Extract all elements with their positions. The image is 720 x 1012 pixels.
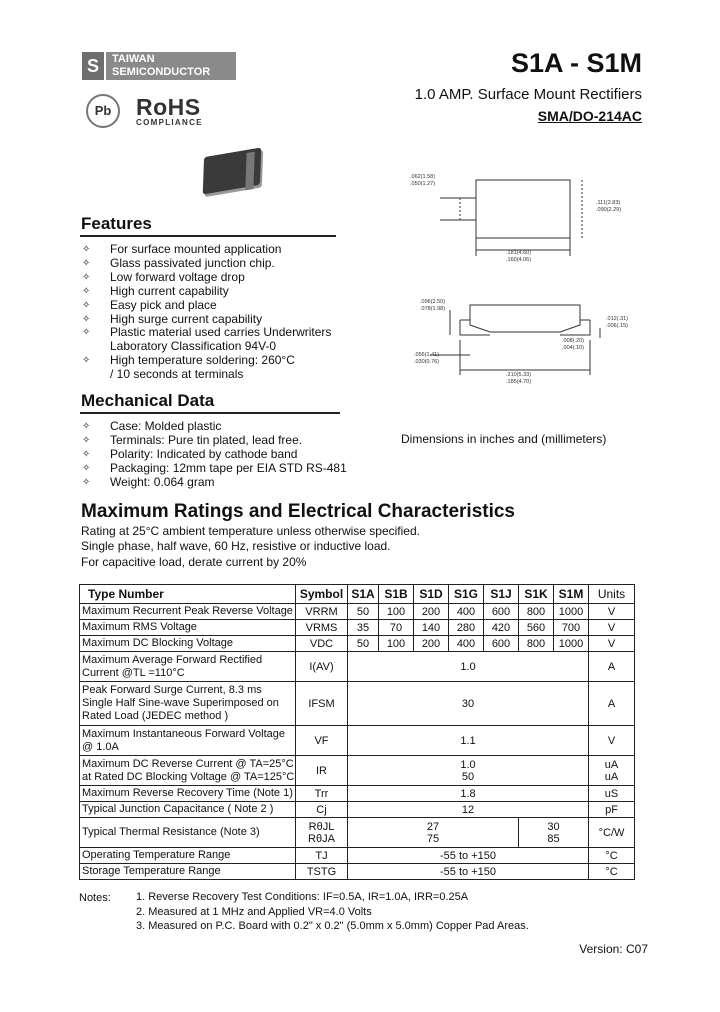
parameter-name: Maximum Recurrent Peak Reverse Voltage <box>80 604 296 620</box>
parameter-name: Maximum Average Forward Rectified Current @TL =110°C <box>80 652 296 682</box>
value-cell: 400 <box>449 636 484 652</box>
company-name-line1: TAIWAN <box>112 53 155 65</box>
table-row <box>80 756 635 786</box>
value-line: 50 <box>461 770 475 783</box>
value-cell: 200 <box>414 636 449 652</box>
table-header-row <box>80 585 635 604</box>
unit-cell: °C <box>589 848 635 864</box>
value-cell: 12 <box>348 802 589 818</box>
unit-cell <box>589 756 635 786</box>
column-header: S1K <box>519 585 554 604</box>
value-line: 85 <box>547 832 560 845</box>
parameter-name: Typical Junction Capacitance ( Note 2 ) <box>80 802 296 818</box>
list-item: ✧ Easy pick and place <box>82 299 342 313</box>
parameter-name: Maximum DC Reverse Current @ TA=25°C at Rated DC Blocking Voltage @ TA=125°C <box>80 756 296 786</box>
ratings-line: Single phase, half wave, 60 Hz, resistive or inductive load. <box>81 539 391 554</box>
value-cell: -55 to +150 <box>348 848 589 864</box>
list-item: ✧ High current capability <box>82 285 342 299</box>
dim-label: .078(1.98) <box>420 306 446 312</box>
symbol-cell <box>296 818 348 848</box>
dim-label: .004(.10) <box>562 345 585 351</box>
column-header: S1M <box>554 585 589 604</box>
ratings-conditions <box>81 524 420 570</box>
table-row <box>80 620 635 636</box>
value-cell: 800 <box>519 604 554 620</box>
notes-list <box>136 890 529 934</box>
unit-cell: V <box>589 726 635 756</box>
value-cell: 30 <box>348 682 589 726</box>
package-name: SMA/DO-214AC <box>537 108 642 124</box>
column-header: S1B <box>379 585 414 604</box>
symbol-cell: I(AV) <box>296 652 348 682</box>
parameter-name: Operating Temperature Range <box>80 848 296 864</box>
value-cell: 700 <box>554 620 589 636</box>
dim-label: .062(1.58) <box>410 174 436 180</box>
value-line: 27 <box>426 820 440 833</box>
ratings-line: For capacitive load, derate current by 20% <box>81 554 307 569</box>
unit-cell: A <box>589 652 635 682</box>
unit-cell: V <box>589 604 635 620</box>
cathode-band <box>245 152 255 191</box>
company-name <box>106 52 236 80</box>
list-item: ✧ Low forward voltage drop <box>82 271 342 285</box>
dim-label: .160(4.06) <box>506 257 532 263</box>
table-row <box>80 786 635 802</box>
parameter-name: Maximum Reverse Recovery Time (Note 1) <box>80 786 296 802</box>
mechanical-rule <box>80 412 340 414</box>
side-view-leads <box>460 320 590 335</box>
value-cell: 280 <box>449 620 484 636</box>
dim-label: .008(.20) <box>562 338 585 344</box>
mechanical-list <box>82 420 362 490</box>
parameter-name: Storage Temperature Range <box>80 864 296 880</box>
symbol-cell: VF <box>296 726 348 756</box>
value-cell: 100 <box>379 636 414 652</box>
unit-cell: V <box>589 620 635 636</box>
features-rule <box>80 235 336 237</box>
unit-cell: A <box>589 682 635 726</box>
value-cell <box>348 818 519 848</box>
symbol-cell: IR <box>296 756 348 786</box>
dim-label: .181(4.60) <box>506 250 532 256</box>
top-view-body <box>476 180 570 238</box>
symbol-cell: IFSM <box>296 682 348 726</box>
table-row <box>80 848 635 864</box>
note-item: 1. Reverse Recovery Test Conditions: IF=0.5A, IR=1.0A, IRR=0.25A <box>136 891 469 903</box>
value-cell: 100 <box>379 604 414 620</box>
column-header: Type Number <box>80 585 296 604</box>
list-item: ✧ High surge current capability <box>82 313 342 327</box>
column-header: S1A <box>348 585 379 604</box>
part-subtitle: 1.0 AMP. Surface Mount Rectifiers <box>414 86 642 103</box>
list-item: ✧ Polarity: Indicated by cathode band <box>82 448 362 462</box>
part-title: S1A - S1M <box>510 48 642 78</box>
value-cell: 140 <box>414 620 449 636</box>
value-cell: 50 <box>348 636 379 652</box>
ratings-heading: Maximum Ratings and Electrical Characteristics <box>81 501 515 522</box>
note-item: 2. Measured at 1 MHz and Applied VR=4.0 Volts <box>136 905 372 918</box>
value-cell: 800 <box>519 636 554 652</box>
dim-label: .185(4.70) <box>506 379 532 385</box>
list-item: ✧ For surface mounted application <box>82 243 342 257</box>
value-cell: 420 <box>484 620 519 636</box>
note-item: 3. Measured on P.C. Board with 0.2" x 0.2" (5.0mm x 5.0mm) Copper Pad Areas. <box>136 920 529 932</box>
dim-label: .111(2.83) <box>596 200 621 206</box>
table-row <box>80 818 635 848</box>
list-item: ✧ Terminals: Pure tin plated, lead free. <box>82 434 362 448</box>
features-list <box>82 243 342 382</box>
value-line: 75 <box>426 832 440 845</box>
mechanical-heading: Mechanical Data <box>81 391 215 410</box>
value-cell: 1.8 <box>348 786 589 802</box>
value-cell: 600 <box>484 604 519 620</box>
unit-cell: °C/W <box>589 818 635 848</box>
symbol-cell: Cj <box>296 802 348 818</box>
table-row <box>80 604 635 620</box>
list-item: ✧ Glass passivated junction chip. <box>82 257 342 271</box>
column-header: S1J <box>484 585 519 604</box>
dim-label: .096(2.50) <box>420 299 446 305</box>
column-header: S1G <box>449 585 484 604</box>
symbol-line: RθJA <box>308 832 335 845</box>
dim-label: .056(1.41) <box>414 352 440 358</box>
package-dimension-drawing <box>410 170 640 390</box>
value-cell <box>519 818 589 848</box>
list-item: ✧ Packaging: 12mm tape per EIA STD RS-481 <box>82 462 362 476</box>
value-cell: 1000 <box>554 636 589 652</box>
value-cell: 50 <box>348 604 379 620</box>
table-row <box>80 682 635 726</box>
symbol-cell: Trr <box>296 786 348 802</box>
side-view-body <box>470 305 580 332</box>
column-header: S1D <box>414 585 449 604</box>
version-label: Version: C07 <box>579 942 648 956</box>
dim-label: .090(2.29) <box>596 207 622 213</box>
table-row <box>80 864 635 880</box>
notes-label: Notes: <box>79 892 111 904</box>
table-row <box>80 726 635 756</box>
value-cell: 1000 <box>554 604 589 620</box>
parameter-name: Maximum RMS Voltage <box>80 620 296 636</box>
value-cell <box>348 756 589 786</box>
parameter-name: Maximum DC Blocking Voltage <box>80 636 296 652</box>
column-header: Units <box>589 585 635 604</box>
unit-line: uA <box>604 758 619 771</box>
value-cell: 560 <box>519 620 554 636</box>
parameter-name: Maximum Instantaneous Forward Voltage @ 1.0A <box>80 726 296 756</box>
ratings-line: Rating at 25°C ambient temperature unless otherwise specified. <box>81 524 420 538</box>
company-logo-mark: S <box>82 52 104 80</box>
table-row <box>80 636 635 652</box>
value-cell: -55 to +150 <box>348 864 589 880</box>
column-header: Symbol <box>296 585 348 604</box>
list-item: ✧ Plastic material used carries Underwriters Laboratory Classification 94V-0 <box>82 326 340 354</box>
unit-cell: °C <box>589 864 635 880</box>
unit-line: uA <box>604 770 619 783</box>
value-line: 1.0 <box>460 758 476 771</box>
parameter-name: Typical Thermal Resistance (Note 3) <box>80 818 296 848</box>
pb-free-icon: Pb <box>86 94 120 128</box>
value-cell: 600 <box>484 636 519 652</box>
symbol-cell: TJ <box>296 848 348 864</box>
features-heading: Features <box>81 214 152 233</box>
dim-label: .012(.31) <box>606 316 629 322</box>
dim-label: .030(0.76) <box>414 359 440 365</box>
unit-cell: V <box>589 636 635 652</box>
table-row <box>80 652 635 682</box>
symbol-cell: VDC <box>296 636 348 652</box>
value-line: 30 <box>547 820 560 833</box>
value-cell: 200 <box>414 604 449 620</box>
unit-cell: uS <box>589 786 635 802</box>
rohs-label: RoHS <box>136 94 201 120</box>
list-item: ✧ Weight: 0.064 gram <box>82 476 362 490</box>
symbol-line: RθJL <box>308 820 335 833</box>
ratings-table <box>79 584 635 880</box>
company-name-line2: SEMICONDUCTOR <box>112 66 211 78</box>
value-cell: 35 <box>348 620 379 636</box>
dim-label: .210(5.33) <box>506 372 532 378</box>
dim-label: .006(.15) <box>606 323 629 329</box>
symbol-cell: VRRM <box>296 604 348 620</box>
dimension-caption: Dimensions in inches and (millimeters) <box>401 432 607 446</box>
symbol-cell: VRMS <box>296 620 348 636</box>
list-item: ✧ Case: Molded plastic <box>82 420 362 434</box>
value-cell: 70 <box>379 620 414 636</box>
rohs-compliance-label: COMPLIANCE <box>136 118 203 127</box>
table-row <box>80 802 635 818</box>
value-cell: 400 <box>449 604 484 620</box>
symbol-cell: TSTG <box>296 864 348 880</box>
value-cell: 1.0 <box>348 652 589 682</box>
value-cell: 1.1 <box>348 726 589 756</box>
dim-label: .050(1.27) <box>410 181 436 187</box>
parameter-name: Peak Forward Surge Current, 8.3 ms Single Half Sine-wave Superimposed on Rated Load (JEDEC method ) <box>80 682 296 726</box>
list-item: ✧ High temperature soldering: 260°C / 10 seconds at terminals <box>82 354 300 382</box>
unit-cell: pF <box>589 802 635 818</box>
